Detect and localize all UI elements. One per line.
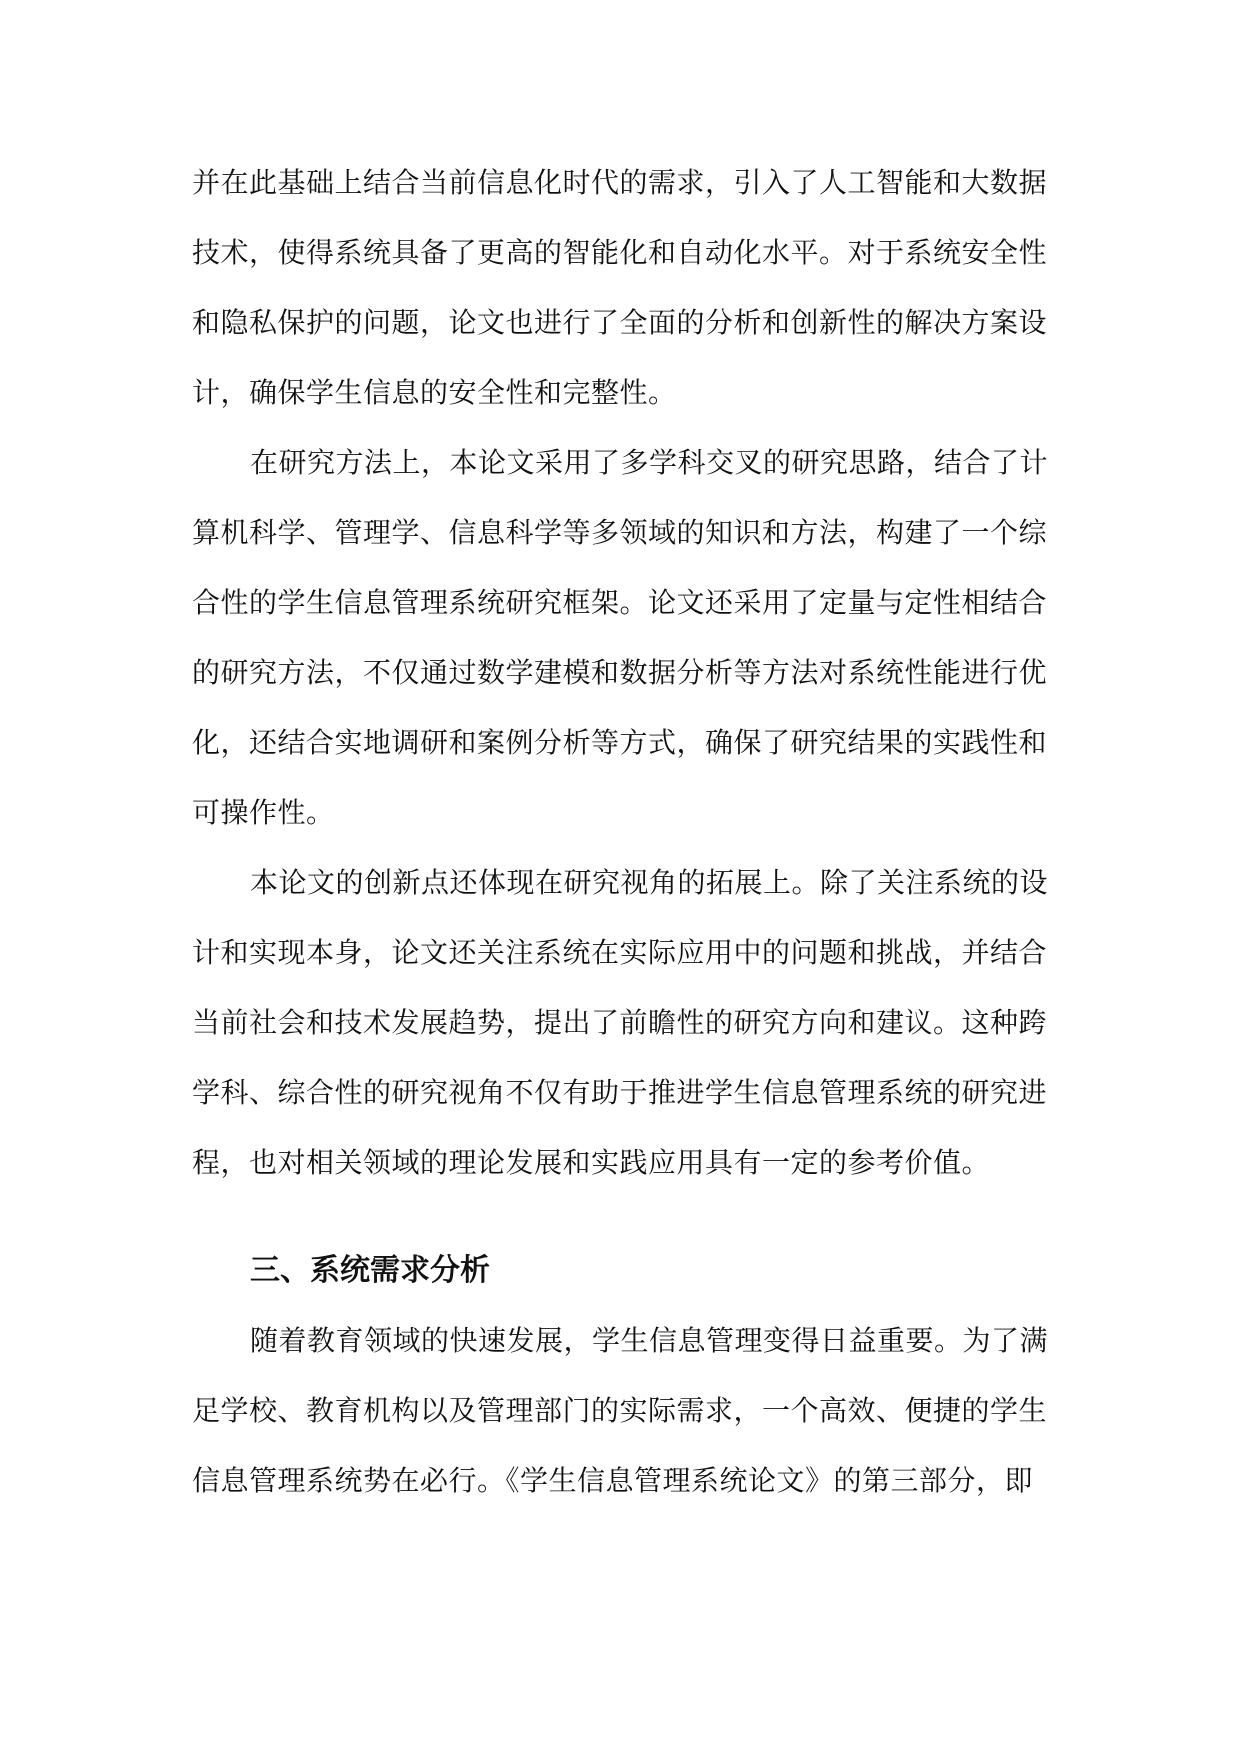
paragraph-line: 信息管理系统势在必行。《学生信息管理系统论文》的第三部分，即	[192, 1464, 1034, 1497]
paragraph-1	[192, 148, 1057, 428]
paragraph-line: 本论文的创新点还体现在研究视角的拓展上。除了关注系统的设	[250, 866, 1049, 899]
paragraph-line: 并在此基础上结合当前信息化时代的需求，引入了人工智能和大数据	[192, 166, 1048, 199]
paragraph-line: 和隐私保护的问题，论文也进行了全面的分析和创新性的解决方案设	[192, 306, 1048, 339]
section-paragraph	[192, 1306, 1057, 1516]
paragraph-line: 的研究方法，不仅通过数学建模和数据分析等方法对系统性能进行优	[192, 656, 1048, 689]
paragraph-line: 计，确保学生信息的安全性和完整性。	[192, 376, 677, 409]
paragraph-line: 足学校、教育机构以及管理部门的实际需求，一个高效、便捷的学生	[192, 1394, 1048, 1427]
paragraph-line: 学科、综合性的研究视角不仅有助于推进学生信息管理系统的研究进	[192, 1076, 1048, 1109]
paragraph-line: 当前社会和技术发展趋势，提出了前瞻性的研究方向和建议。这种跨	[192, 1006, 1048, 1039]
paragraph-3	[192, 848, 1057, 1198]
paragraph-line: 随着教育领域的快速发展，学生信息管理变得日益重要。为了满	[250, 1324, 1049, 1357]
document-page	[192, 148, 1057, 1516]
paragraph-line: 化，还结合实地调研和案例分析等方式，确保了研究结果的实践性和	[192, 726, 1048, 759]
paragraph-line: 合性的学生信息管理系统研究框架。论文还采用了定量与定性相结合	[192, 586, 1048, 619]
paragraph-line: 在研究方法上，本论文采用了多学科交叉的研究思路，结合了计	[250, 446, 1049, 479]
paragraph-line: 技术，使得系统具备了更高的智能化和自动化水平。对于系统安全性	[192, 236, 1048, 269]
section-heading: 三、系统需求分析	[250, 1253, 490, 1288]
paragraph-line: 算机科学、管理学、信息科学等多领域的知识和方法，构建了一个综	[192, 516, 1048, 549]
paragraph-line: 可操作性。	[192, 796, 335, 829]
paragraph-line: 计和实现本身，论文还关注系统在实际应用中的问题和挑战，并结合	[192, 936, 1048, 969]
paragraph-line: 程，也对相关领域的理论发展和实践应用具有一定的参考价值。	[192, 1146, 991, 1179]
paragraph-2	[192, 428, 1057, 848]
